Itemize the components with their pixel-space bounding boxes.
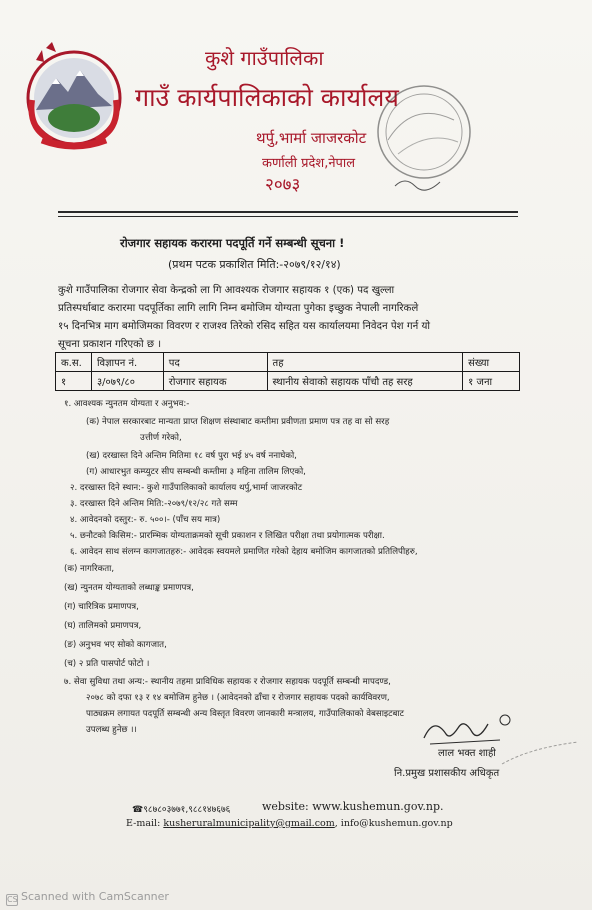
- signatory-name: लाल भक्त शाही: [438, 748, 496, 759]
- column-header: पद: [163, 353, 267, 372]
- footer-email-primary[interactable]: kusheruralmunicipality@gmail.com: [163, 818, 335, 829]
- header-divider-thin: [58, 216, 518, 217]
- point-item: पाठ्यक्रम लगायत पदपूर्ति सम्बन्धी अन्य विस्तृत विवरण जानकारी मन्त्रालय, गाउँपालिकाको वेबसाइटबाट: [86, 709, 404, 719]
- document-item: (च) २ प्रति पासपोर्ट फोटो ।: [64, 659, 150, 669]
- point-item: ५. छनौटको किसिम:- प्रारम्भिक योग्यताक्रमको सूची प्रकाशन र लिखित परीक्षा तथा प्रयोगात्मक परीक्षा.: [70, 531, 385, 541]
- requirement-item: (क) नेपाल सरकारबाट मान्यता प्राप्त शिक्षण संस्थाबाट कम्तीमा प्रवीणता प्रमाण पत्र तह वा सो सरह: [86, 417, 390, 427]
- notice-paragraph-line: सूचना प्रकाशन गरिएको छ ।: [58, 339, 162, 350]
- document-item: (घ) तालिमको प्रमाणपत्र,: [64, 621, 142, 631]
- footer-website: website: www.kushemun.gov.np.: [262, 800, 444, 813]
- table-cell: रोजगार सहायक: [163, 372, 267, 391]
- table-cell: स्थानीय सेवाको सहायक पाँचौ तह सरह: [267, 372, 463, 391]
- table-row: [56, 372, 520, 391]
- footer-phone: ☎९८७८०३७७१,९८८१४७६७६: [132, 805, 231, 815]
- point-item: ६. आवेदन साथ संलग्न कागजातहरु:- आवेदक स्वयमले प्रमाणित गरेको देहाय बमोजिम कागजातको प्रतिलिपीहरु,: [70, 547, 418, 557]
- municipality-name: कुशे गाउँपालिका: [205, 46, 324, 70]
- stamp-mark-icon: [500, 738, 580, 768]
- point-item: ३. दरखास्त दिने अन्तिम मिति:-२०७९/१२/२८ गते सम्म: [70, 499, 238, 509]
- table-cell: १: [56, 372, 92, 391]
- notice-paragraph-line: प्रतिस्पर्धाबाट करारमा पदपूर्तिका लागि लागि निम्न बमोजिम योग्यता पुगेका इच्छुक नेपाली नागरिकले: [58, 303, 419, 314]
- point-item: २०७८ को दफा १३ र १४ बमोजिम हुनेछ । (आवेदनको ढाँचा र रोजगार सहायक पदको कार्यविवरण,: [86, 693, 390, 703]
- initial-mark-icon: [390, 168, 450, 198]
- footer-email: [126, 818, 453, 829]
- footer-email-secondary: , info@kushemun.gov.np: [334, 818, 453, 829]
- column-header: तह: [267, 353, 463, 372]
- point-item: ७. सेवा सुविधा तथा अन्य:- स्थानीय तहमा प्राविधिक सहायक र रोजगार सहायक पदपूर्ति सम्बन्धी मापदण्ड,: [64, 677, 391, 687]
- table-header-row: [56, 353, 520, 372]
- document-item: (क) नागरिकता,: [64, 564, 115, 574]
- table-cell: ३/०७९/८०: [91, 372, 163, 391]
- vacancy-table: [55, 352, 520, 391]
- column-header: क.स.: [56, 353, 92, 372]
- requirement-item: (ग) आधारभुत कम्प्युटर सीप सम्बन्धी कम्तीमा ३ महिना तालिम लिएको,: [86, 467, 306, 477]
- requirements-heading: १. आवश्यक न्युनतम योग्यता र अनुभव:-: [64, 399, 190, 409]
- footer-email-label: E-mail:: [126, 818, 161, 829]
- notice-subtitle: (प्रथम पटक प्रकाशित मिति:-२०७९/१२/१४): [168, 258, 341, 271]
- requirement-item: (ख) दरखास्त दिने अन्तिम मितिमा १८ वर्ष पुरा भई ४५ वर्ष ननाघेको,: [86, 451, 297, 461]
- scanner-watermark: [6, 890, 169, 906]
- point-item: ४. आवेदनको दस्तुर:- रु. ५००।- (पाँच सय मात्र): [70, 515, 221, 525]
- notice-paragraph-line: १५ दिनभित्र माग बमोजिमका विवरण र राजश्व तिरेको रसिद सहित यस कार्यालयमा निवेदन पेश गर्न यो: [58, 321, 431, 332]
- office-name: गाउँ कार्यपालिकाको कार्यालय: [135, 83, 399, 112]
- requirement-item: उत्तीर्ण गरेको,: [140, 433, 182, 443]
- document-item: (ख) न्युनतम योग्यताको लब्धाङ्क प्रमाणपत्र,: [64, 583, 194, 593]
- notice-title: रोजगार सहायक करारमा पदपूर्ति गर्ने सम्बन्धी सूचना !: [120, 236, 345, 250]
- camscanner-icon: CS: [7, 895, 18, 904]
- column-header: विज्ञापन नं.: [91, 353, 163, 372]
- scanner-watermark-text: Scanned with CamScanner: [21, 890, 169, 903]
- office-address: थर्पु,भार्मा जाजरकोट: [256, 129, 367, 147]
- document-item: (ङ) अनुभव भए सोको कागजात,: [64, 640, 167, 650]
- nepal-emblem-icon: [22, 40, 126, 150]
- point-item: २. दरखास्त दिने स्थान:- कुशे गाउँपालिकाको कार्यालय थर्पु,भार्मा जाजरकोट: [70, 483, 303, 493]
- notice-paragraph-line: कुशे गाउँपालिका रोजगार सेवा केन्द्रको ला गि आवश्यक रोजगार सहायक १ (एक) पद खुल्ला: [58, 285, 395, 296]
- table-cell: १ जना: [463, 372, 520, 391]
- point-item: उपलब्ध हुनेछ ।।: [86, 725, 137, 735]
- province: कर्णाली प्रदेश,नेपाल: [262, 156, 356, 171]
- column-header: संख्या: [463, 353, 520, 372]
- signatory-designation: नि.प्रमुख प्रशासकीय अधिकृत: [394, 768, 500, 779]
- establishment-year: २०७३: [265, 175, 301, 195]
- header-divider: [58, 211, 518, 213]
- document-item: (ग) चारित्रिक प्रमाणपत्र,: [64, 602, 139, 612]
